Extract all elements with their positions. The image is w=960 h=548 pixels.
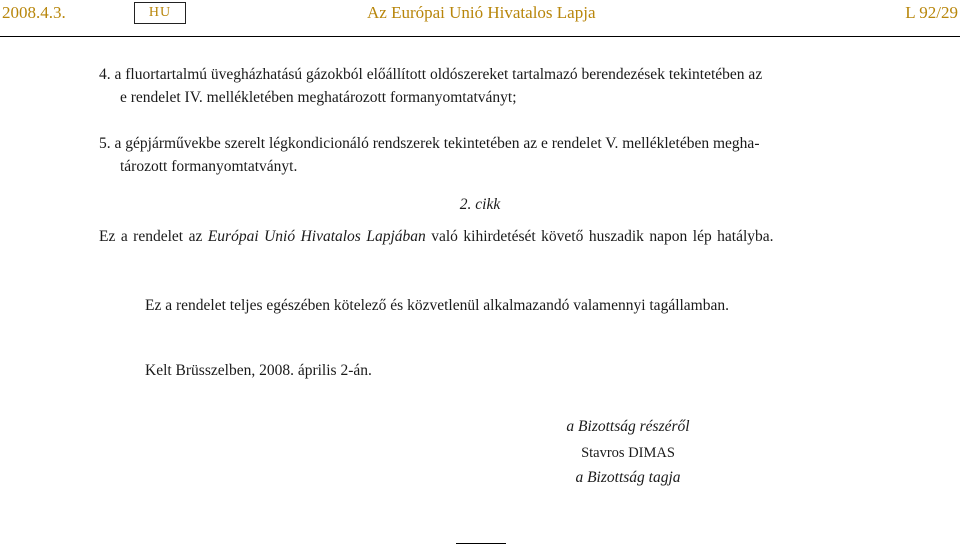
footer-rule [456,543,506,544]
journal-title: Az Európai Unió Hivatalos Lapja [367,3,596,22]
journal-reference: Európai Unió Hivatalos Lapjában [207,228,426,245]
page-reference: L 92/29 [905,3,958,22]
article-text-end: való kihirdetését követő huszadik napon lép hatályba. [425,228,774,245]
article-text [99,226,774,248]
article-text-start: Ez a rendelet az [99,228,208,245]
place-and-date: Kelt Brüsszelben, 2008. április 2-án. [145,362,372,379]
language-badge: HU [134,2,186,24]
item-4-line-1: 4. a fluortartalmú üvegházhatású gázokból előállított oldószereket tartalmazó berendezések tekintetében az [99,66,763,83]
item-4-line-2: e rendelet IV. mellékletében meghatározott formanyomtatványt; [120,89,517,106]
item-5-line-2: tározott formanyomtatványt. [120,158,298,175]
signature-on-behalf: a Bizottság részéről [566,418,690,435]
article-heading: 2. cikk [459,196,501,213]
page-header [0,0,960,37]
header-date: 2008.4.3. [2,3,66,22]
signatory-role: a Bizottság tagja [575,469,681,486]
signatory-name: Stavros DIMAS [581,445,675,461]
binding-clause: Ez a rendelet teljes egészében kötelező és közvetlenül alkalmazandó valamennyi tagállamban. [145,297,729,314]
item-5-line-1: 5. a gépjárművekbe szerelt légkondicionáló rendszerek tekintetében az e rendelet V. mellékletében megha- [99,135,760,152]
